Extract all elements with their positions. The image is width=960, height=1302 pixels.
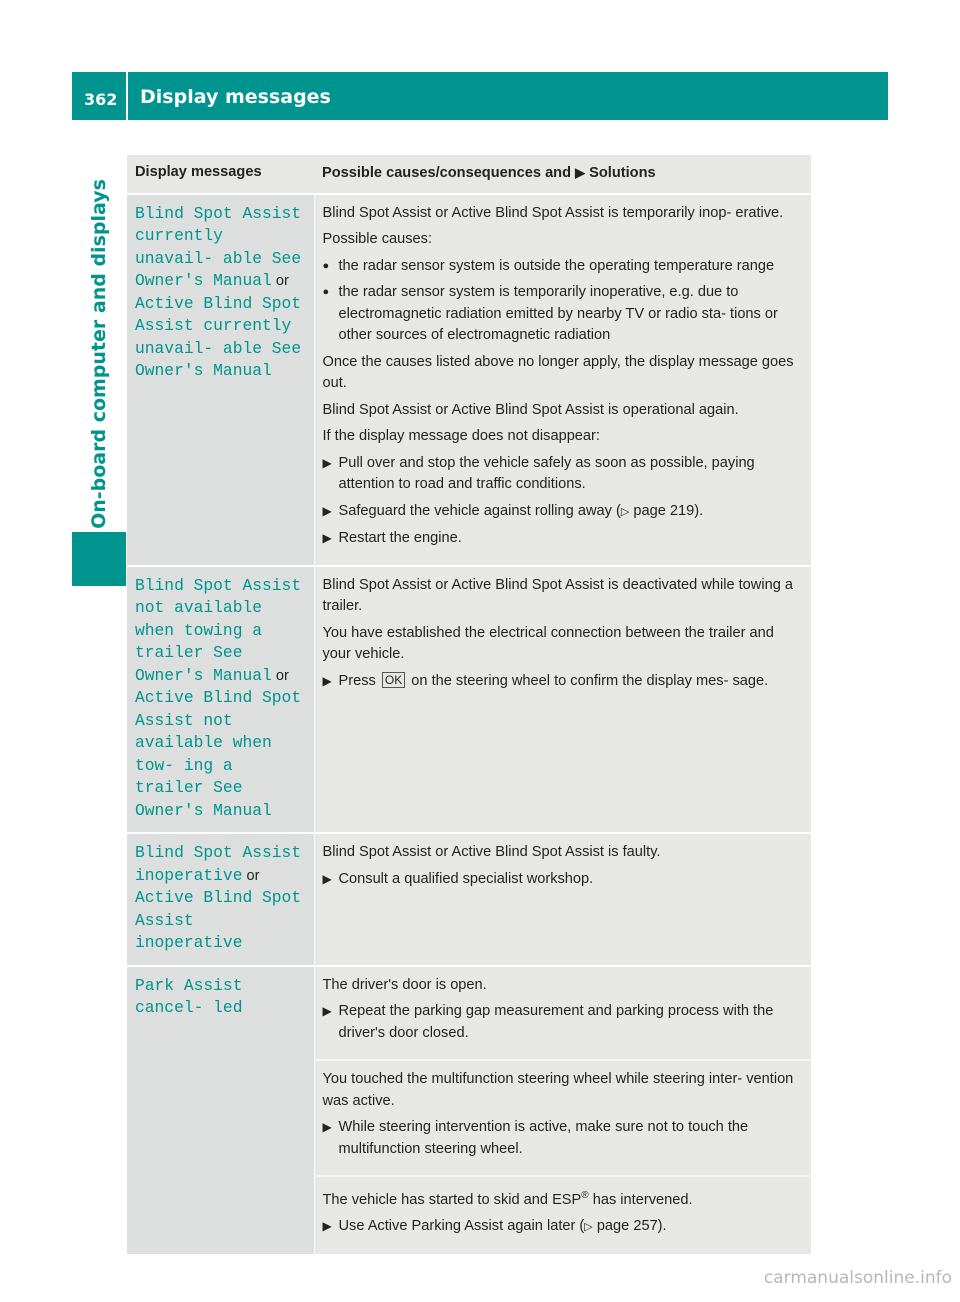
paragraph: Once the causes listed above no longer apply, the display message goes out. xyxy=(322,353,794,391)
display-message: Park Assist cancel‐ led xyxy=(135,975,243,1017)
ok-key-icon: OK xyxy=(382,672,405,688)
paragraph: Blind Spot Assist or Active Blind Spot Assist is deactivated while towing a trailer. xyxy=(322,576,793,614)
message-cell xyxy=(127,194,314,566)
display-message: Active Blind Spot Assist currently unavail‐ able See Owner's Manual xyxy=(135,293,302,380)
paragraph: Blind Spot Assist or Active Blind Spot Assist is operational again. xyxy=(322,401,739,418)
section-side-tab xyxy=(72,123,126,585)
solution-cell xyxy=(314,566,811,834)
table-header-row xyxy=(127,155,811,194)
section-side-label: On-board computer and displays xyxy=(88,179,110,529)
or-text: or xyxy=(275,273,289,289)
arrow-icon: ▶ xyxy=(322,673,332,688)
message-cell xyxy=(127,566,314,834)
step-text: Press xyxy=(338,672,376,689)
page-reference[interactable]: page 257). xyxy=(596,1218,667,1235)
arrow-icon: ▶ xyxy=(575,165,586,180)
paragraph: If the display message does not disappear: xyxy=(322,428,600,444)
page-title: Display messages xyxy=(140,86,331,108)
bullet-text: the radar sensor system is temporarily inoperative, e.g. due to electromagnetic radiation emitted by nearby TV or radio sta‐ tions or other sources of electromagnetic radiation xyxy=(338,284,778,343)
or-text: or xyxy=(246,867,260,884)
col-header-solutions xyxy=(314,155,811,194)
section-marker xyxy=(72,532,126,586)
paragraph: Blind Spot Assist or Active Blind Spot Assist is faulty. xyxy=(322,844,661,860)
solution-cell xyxy=(314,194,811,566)
paragraph: Possible causes: xyxy=(322,231,433,247)
table-row xyxy=(127,194,811,566)
display-messages-table xyxy=(127,155,811,1254)
col-header-solutions-text: Possible causes/consequences and xyxy=(322,165,572,181)
step-item xyxy=(323,1001,804,1044)
display-message: Blind Spot Assist not available when towing a trailer See Owner's Manual xyxy=(135,575,302,685)
arrow-icon: ▶ xyxy=(322,871,332,886)
page-number: 362 xyxy=(84,90,118,109)
display-message: Blind Spot Assist currently unavail‐ able See Owner's Manual xyxy=(135,203,302,290)
step-item xyxy=(323,1117,804,1160)
step-text: Pull over and stop the vehicle safely as soon as possible, paying attention to road and traffic conditions. xyxy=(338,454,755,492)
display-message: Active Blind Spot Assist not available when tow‐ ing a trailer See Owner's Manual xyxy=(135,688,302,820)
arrow-icon: ▶ xyxy=(322,1120,332,1134)
col-header-messages: Display messages xyxy=(127,155,314,194)
step-item xyxy=(323,869,804,891)
paragraph: You have established the electrical connection between the trailer and your vehicle. xyxy=(322,624,774,662)
message-cell xyxy=(127,833,314,966)
step-item xyxy=(323,528,804,550)
arrow-icon: ▶ xyxy=(322,1004,332,1018)
table-row xyxy=(127,966,811,1061)
or-text: or xyxy=(275,667,289,684)
watermark: carmanualsonline.info xyxy=(763,1268,952,1288)
solution-cell xyxy=(314,833,811,966)
page-reference[interactable]: page 219). xyxy=(633,502,704,519)
solution-cell xyxy=(314,1060,811,1176)
registered-mark: ® xyxy=(581,1190,589,1201)
step-text: Repeat the parking gap measurement and parking process with the driver's door closed. xyxy=(338,1003,774,1041)
step-text: Use Active Parking Assist again later ( xyxy=(338,1218,585,1235)
header-divider xyxy=(126,72,128,120)
paragraph: Blind Spot Assist or Active Blind Spot Assist is temporarily inop‐ erative. xyxy=(322,204,784,221)
bullet-icon: ● xyxy=(322,259,330,272)
step-item xyxy=(323,501,804,524)
paragraph-text-suffix: has intervened. xyxy=(592,1191,693,1208)
arrow-icon: ▶ xyxy=(322,503,332,518)
col-header-solutions-suffix: Solutions xyxy=(589,165,656,181)
bullet-item xyxy=(323,256,804,278)
step-item xyxy=(323,671,804,693)
solution-cell xyxy=(314,1176,811,1254)
step-text: While steering intervention is active, make sure not to touch the multifunction steering wheel. xyxy=(338,1119,749,1157)
page-ref-icon: ▷ xyxy=(584,1221,593,1234)
step-item xyxy=(323,453,804,496)
paragraph: The driver's door is open. xyxy=(322,976,487,993)
page-ref-icon: ▷ xyxy=(620,505,630,518)
step-text: Consult a qualified specialist workshop. xyxy=(338,870,594,887)
display-message: Active Blind Spot Assist inoperative xyxy=(135,888,302,952)
solution-cell xyxy=(314,966,811,1061)
step-text: Restart the engine. xyxy=(338,530,462,546)
bullet-text: the radar sensor system is outside the operating temperature range xyxy=(338,257,775,274)
paragraph-text: The vehicle has started to skid and ESP xyxy=(322,1191,582,1208)
bullet-item xyxy=(323,282,804,347)
paragraph xyxy=(323,1185,804,1211)
arrow-icon: ▶ xyxy=(322,1219,332,1234)
step-text: Safeguard the vehicle against rolling away ( xyxy=(338,502,621,519)
arrow-icon: ▶ xyxy=(322,455,332,470)
step-text-suffix: on the steering wheel to confirm the display mes‐ sage. xyxy=(411,672,769,689)
display-message: Blind Spot Assist inoperative xyxy=(135,843,302,885)
arrow-icon: ▶ xyxy=(322,531,332,545)
step-item xyxy=(323,1216,804,1239)
table-row xyxy=(127,566,811,834)
paragraph: You touched the multifunction steering wheel while steering inter‐ vention was active. xyxy=(322,1071,794,1109)
bullet-icon: ● xyxy=(322,286,330,298)
message-cell xyxy=(127,966,314,1254)
table-row xyxy=(127,833,811,966)
